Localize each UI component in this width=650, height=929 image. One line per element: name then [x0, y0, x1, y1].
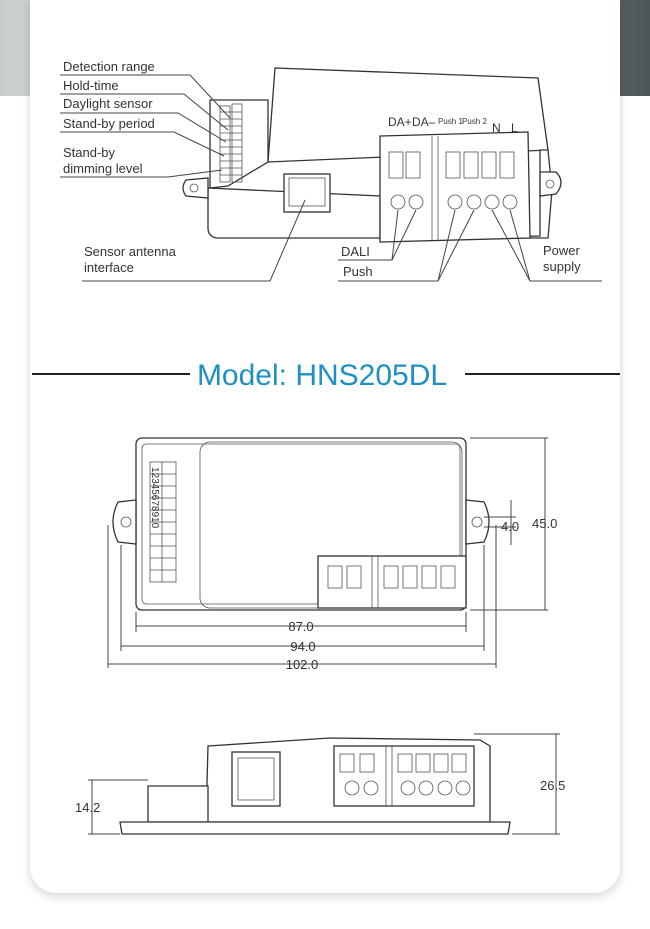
perspective-view	[183, 68, 561, 242]
callout-antenna: Sensor antenna	[84, 244, 176, 259]
model-heading	[32, 359, 620, 392]
callout-dali: DALI	[341, 244, 370, 259]
callout-hold-time: Hold-time	[63, 78, 119, 93]
terminal-da-plus: DA+	[388, 115, 412, 129]
terminal-push2: Push 2	[462, 117, 487, 126]
dim-hole-4: 4.0	[501, 519, 520, 534]
callout-antenna-2: interface	[84, 260, 134, 275]
callout-daylight-sensor: Daylight sensor	[63, 96, 153, 111]
dim-height-26-5: 26.5	[540, 778, 566, 793]
dim-height-45: 45.0	[532, 516, 558, 531]
terminal-l: L	[511, 121, 518, 135]
top-view	[108, 438, 557, 672]
callout-standby-period: Stand-by period	[63, 116, 155, 131]
dim-width-102: 102.0	[285, 657, 319, 672]
callout-power: Power	[543, 243, 580, 258]
terminal-da-minus: DA–	[412, 115, 436, 129]
callout-standby-dimming-2: dimming level	[63, 161, 143, 176]
callout-push: Push	[343, 264, 373, 279]
terminal-n: N	[492, 121, 501, 135]
model-title: Model: HNS205DL	[196, 359, 448, 392]
dim-width-87: 87.0	[288, 619, 314, 634]
callout-standby-dimming: Stand-by	[63, 145, 116, 160]
terminal-push1: Push 1	[438, 117, 463, 126]
side-view	[75, 734, 565, 834]
dip-switch-numbers: 12345678910	[149, 467, 160, 529]
callout-detection-range: Detection range	[63, 59, 155, 74]
dim-width-94: 94.0	[290, 639, 316, 654]
callout-power-2: supply	[543, 259, 581, 274]
dim-height-14-2: 14.2	[75, 800, 101, 815]
